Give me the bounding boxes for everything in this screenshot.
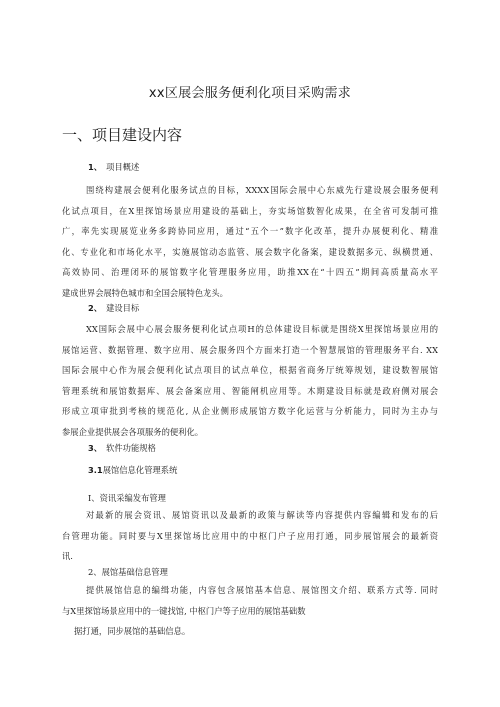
subsection-title: 展馆信息化管理系统 <box>102 465 178 475</box>
paragraph-venue-basic-info <box>62 580 438 642</box>
paragraph-overview <box>62 180 438 303</box>
section-heading-project-content: 一、项目建设内容 <box>62 126 183 144</box>
text-line: 台管理功能。同时要与X里探馆场比应用中的中枢门户子应用打通，同步展馆展会的最新资 <box>62 530 438 541</box>
paragraph-news-publishing <box>62 505 438 567</box>
text-line: 广，率先实现展览业务多跨协同应用，通过“五个一”数字化改革，提升办展便利化、精准 <box>62 226 438 236</box>
subsection-number: 1、 <box>88 162 103 172</box>
subsection-number: 3.1 <box>88 465 103 475</box>
text-line: 讯. <box>62 551 73 561</box>
text-line: 形成立项审批到考核的规范化, 从企业侧形成展馆方数字化运营与分析能力，同时为主办与 <box>62 406 438 416</box>
text-line: 据打通，同步展馆的基础信息。 <box>74 626 191 636</box>
subsection-title: 建设目标 <box>106 303 140 313</box>
sub-subsection-heading-venue-system <box>88 464 177 476</box>
text-line: 对最新的展会资讯、展馆资讯以及最新的政策与解读等内容提供内容编辑和发布的后 <box>86 510 438 520</box>
subsection-title: 项目概述 <box>106 162 140 172</box>
subsection-heading-overview <box>88 161 139 173</box>
text-line: 管理系统和展馆数据库、展会备案应用、智能闸机应用等。木期建设目标就是政府侧对展会 <box>62 385 438 396</box>
text-line: 高效协同、治理闭环的展馆数字化管理服务应用，助推XX在“十四五”期间高质量高水平 <box>62 267 438 277</box>
subsection-heading-goals <box>88 302 139 314</box>
text-line: 化、专业化和市场化水平，实施展馆动态监管、展会数字化备案，建设数据多元、纵横贯通、 <box>62 246 438 257</box>
item-heading-venue-basic-info: 2、展馆基础信息管理 <box>88 567 168 577</box>
text-line: 展馆运营、数据管理、数字应用、展会服务四个方面来打造一个智慧展馆的管理服务平台. XX <box>62 344 438 355</box>
item-heading-news-publishing: I、资讯采编发布管理 <box>88 493 166 503</box>
document-title: xx区展会服务便利化项目采购需求 <box>148 86 352 101</box>
text-line: 化试点项目，在X里探馆场景应用建设的基础上，夯实场馆数智化成果，在全省可发制可推 <box>62 205 438 216</box>
subsection-title: 软件功能规格 <box>106 443 156 453</box>
subsection-number: 2、 <box>88 303 103 313</box>
subsection-heading-software-specs <box>88 442 156 454</box>
text-line: XX国际会展中心展会服务便利化试点项H的总体建设目标就是围绕X里探馆场景应用的 <box>86 324 438 334</box>
text-line: 国际会展中心作为展会便利化试点项目的试点单位，根据省商务厅统筹规划，建设数智展馆 <box>62 365 438 375</box>
text-line: 参展企业提供展会各项服务的便利化。 <box>62 426 204 437</box>
text-line: 建成世界会展特色城市和全国会展特色龙头。 <box>62 287 228 298</box>
text-line: 围绕构建展会便利化服务试点的目标，XXXX国际会展中心东威先行建设展会服务便利 <box>86 185 438 195</box>
subsection-number: 3、 <box>88 443 103 453</box>
text-line: 与X里探馆场景应用中的一键找馆, 中枢门户等子应用的展馆基础数 <box>62 605 306 616</box>
text-line: 提供展馆信息的编缉功能，内容包含展馆基本信息、展馆图文介绍、联系方式等. 同时 <box>86 585 438 595</box>
paragraph-goals <box>62 319 438 442</box>
